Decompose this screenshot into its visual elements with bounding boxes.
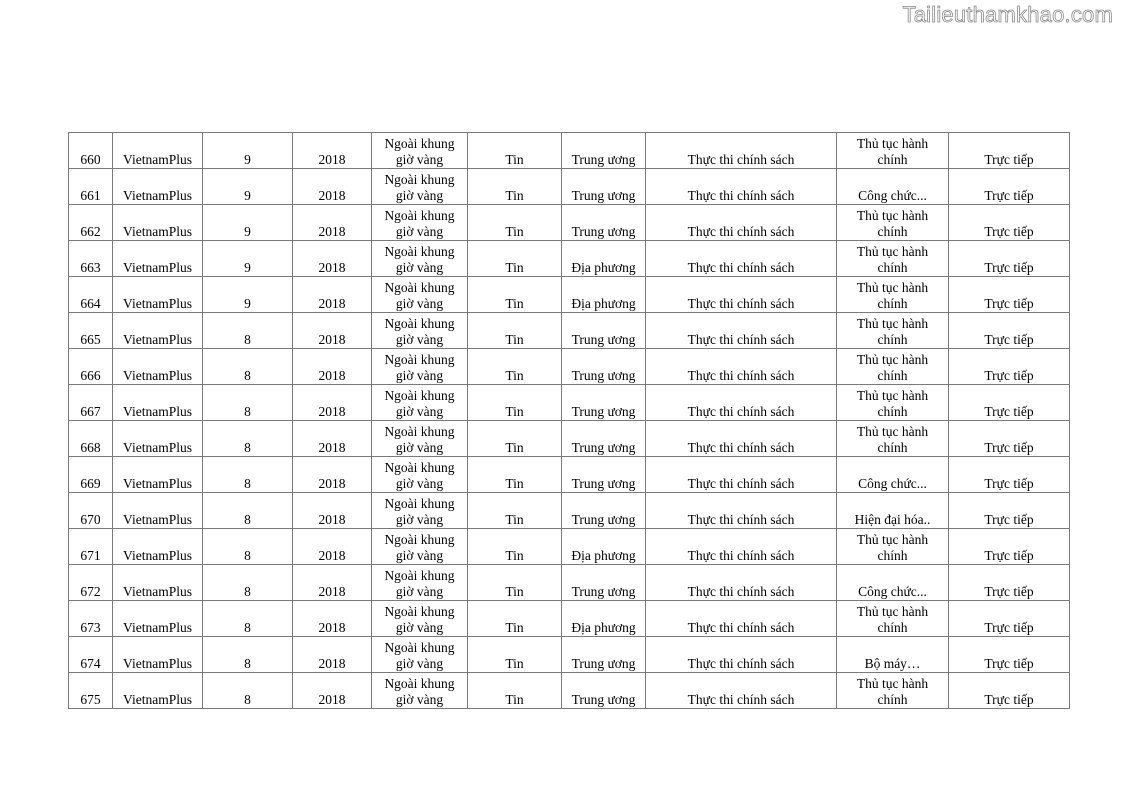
cell-index: 667 xyxy=(69,385,113,421)
cell-level: Địa phương xyxy=(562,601,646,637)
cell-index: 663 xyxy=(69,241,113,277)
cell-time-slot-line: giờ vàng xyxy=(395,224,444,239)
cell-mode: Trực tiếp xyxy=(949,493,1070,529)
cell-time-slot xyxy=(372,493,468,529)
cell-level: Trung ương xyxy=(562,169,646,205)
cell-time-slot-line: Ngoài khung xyxy=(384,424,455,439)
cell-subtopic-line: Thủ tục hành xyxy=(856,136,929,151)
cell-time-slot-line: giờ vàng xyxy=(395,152,444,167)
cell-subtopic xyxy=(837,637,949,673)
cell-year: 2018 xyxy=(293,205,372,241)
cell-index: 670 xyxy=(69,493,113,529)
cell-index: 669 xyxy=(69,457,113,493)
cell-mode: Trực tiếp xyxy=(949,313,1070,349)
cell-month: 9 xyxy=(203,169,293,205)
cell-mode: Trực tiếp xyxy=(949,277,1070,313)
cell-subtopic xyxy=(837,493,949,529)
cell-year: 2018 xyxy=(293,673,372,709)
cell-source: VietnamPlus xyxy=(113,169,203,205)
cell-subtopic-line: Công chức... xyxy=(858,188,927,203)
cell-time-slot-line: Ngoài khung xyxy=(384,532,455,547)
cell-month: 8 xyxy=(203,313,293,349)
cell-subtopic-line: chính xyxy=(877,620,908,635)
table-row xyxy=(69,601,1070,637)
cell-year: 2018 xyxy=(293,601,372,637)
cell-subtopic-line: Thủ tục hành xyxy=(856,352,929,367)
cell-source: VietnamPlus xyxy=(113,601,203,637)
cell-topic: Thực thi chính sách xyxy=(646,637,837,673)
cell-level: Trung ương xyxy=(562,349,646,385)
watermark-text: Tailieuthamkhao.com xyxy=(902,2,1113,27)
cell-mode: Trực tiếp xyxy=(949,601,1070,637)
cell-mode: Trực tiếp xyxy=(949,133,1070,169)
cell-time-slot xyxy=(372,313,468,349)
cell-subtopic xyxy=(837,457,949,493)
table-row xyxy=(69,241,1070,277)
cell-level: Trung ương xyxy=(562,313,646,349)
table-row xyxy=(69,637,1070,673)
cell-time-slot-line: giờ vàng xyxy=(395,692,444,707)
cell-type: Tin xyxy=(468,133,562,169)
table-row xyxy=(69,133,1070,169)
cell-type: Tin xyxy=(468,493,562,529)
cell-subtopic-line: chính xyxy=(877,404,908,419)
cell-level: Trung ương xyxy=(562,457,646,493)
cell-type: Tin xyxy=(468,601,562,637)
cell-time-slot-line: giờ vàng xyxy=(395,584,444,599)
cell-time-slot-line: giờ vàng xyxy=(395,440,444,455)
cell-type: Tin xyxy=(468,529,562,565)
cell-level: Trung ương xyxy=(562,673,646,709)
table-row xyxy=(69,349,1070,385)
cell-mode: Trực tiếp xyxy=(949,637,1070,673)
cell-level: Địa phương xyxy=(562,529,646,565)
cell-source: VietnamPlus xyxy=(113,277,203,313)
cell-year: 2018 xyxy=(293,529,372,565)
cell-mode: Trực tiếp xyxy=(949,673,1070,709)
cell-index: 661 xyxy=(69,169,113,205)
cell-type: Tin xyxy=(468,205,562,241)
cell-time-slot-line: Ngoài khung xyxy=(384,208,455,223)
cell-month: 9 xyxy=(203,133,293,169)
cell-mode: Trực tiếp xyxy=(949,421,1070,457)
cell-subtopic xyxy=(837,241,949,277)
cell-month: 8 xyxy=(203,673,293,709)
cell-time-slot xyxy=(372,421,468,457)
cell-topic: Thực thi chính sách xyxy=(646,241,837,277)
cell-time-slot-line: Ngoài khung xyxy=(384,496,455,511)
cell-time-slot xyxy=(372,349,468,385)
cell-time-slot xyxy=(372,601,468,637)
cell-index: 662 xyxy=(69,205,113,241)
data-table xyxy=(68,132,1070,709)
cell-time-slot-line: giờ vàng xyxy=(395,476,444,491)
cell-time-slot xyxy=(372,277,468,313)
cell-subtopic xyxy=(837,133,949,169)
cell-time-slot xyxy=(372,529,468,565)
cell-time-slot-line: Ngoài khung xyxy=(384,460,455,475)
cell-index: 671 xyxy=(69,529,113,565)
cell-month: 8 xyxy=(203,637,293,673)
cell-level: Trung ương xyxy=(562,637,646,673)
cell-month: 8 xyxy=(203,349,293,385)
cell-source: VietnamPlus xyxy=(113,565,203,601)
cell-year: 2018 xyxy=(293,349,372,385)
cell-level: Trung ương xyxy=(562,565,646,601)
cell-subtopic-line: Công chức... xyxy=(858,476,927,491)
cell-year: 2018 xyxy=(293,457,372,493)
cell-time-slot-line: Ngoài khung xyxy=(384,676,455,691)
cell-topic: Thực thi chính sách xyxy=(646,457,837,493)
cell-subtopic-line: Thủ tục hành xyxy=(856,280,929,295)
cell-index: 660 xyxy=(69,133,113,169)
cell-time-slot-line: giờ vàng xyxy=(395,296,444,311)
cell-time-slot xyxy=(372,205,468,241)
cell-topic: Thực thi chính sách xyxy=(646,565,837,601)
cell-subtopic xyxy=(837,169,949,205)
cell-month: 9 xyxy=(203,205,293,241)
cell-year: 2018 xyxy=(293,169,372,205)
cell-subtopic xyxy=(837,421,949,457)
cell-level: Trung ương xyxy=(562,421,646,457)
cell-month: 8 xyxy=(203,565,293,601)
cell-time-slot-line: giờ vàng xyxy=(395,620,444,635)
cell-source: VietnamPlus xyxy=(113,133,203,169)
cell-level: Địa phương xyxy=(562,277,646,313)
table-row xyxy=(69,385,1070,421)
cell-mode: Trực tiếp xyxy=(949,205,1070,241)
table-row xyxy=(69,421,1070,457)
cell-level: Trung ương xyxy=(562,133,646,169)
cell-subtopic-line: Thủ tục hành xyxy=(856,388,929,403)
cell-month: 8 xyxy=(203,385,293,421)
cell-topic: Thực thi chính sách xyxy=(646,385,837,421)
table-row xyxy=(69,169,1070,205)
cell-type: Tin xyxy=(468,241,562,277)
table-body xyxy=(69,133,1070,709)
cell-source: VietnamPlus xyxy=(113,637,203,673)
table-row xyxy=(69,529,1070,565)
cell-topic: Thực thi chính sách xyxy=(646,421,837,457)
cell-index: 675 xyxy=(69,673,113,709)
cell-mode: Trực tiếp xyxy=(949,385,1070,421)
table-row xyxy=(69,673,1070,709)
cell-subtopic-line: Thủ tục hành xyxy=(856,316,929,331)
cell-year: 2018 xyxy=(293,637,372,673)
cell-time-slot-line: Ngoài khung xyxy=(384,136,455,151)
cell-time-slot-line: Ngoài khung xyxy=(384,280,455,295)
cell-time-slot-line: Ngoài khung xyxy=(384,604,455,619)
cell-subtopic-line: Thủ tục hành xyxy=(856,604,929,619)
cell-month: 8 xyxy=(203,421,293,457)
cell-index: 668 xyxy=(69,421,113,457)
cell-month: 8 xyxy=(203,601,293,637)
cell-subtopic-line: chính xyxy=(877,548,908,563)
cell-subtopic-line: Thủ tục hành xyxy=(856,244,929,259)
cell-index: 666 xyxy=(69,349,113,385)
cell-level: Trung ương xyxy=(562,493,646,529)
cell-subtopic xyxy=(837,205,949,241)
cell-time-slot-line: Ngoài khung xyxy=(384,352,455,367)
cell-time-slot-line: Ngoài khung xyxy=(384,172,455,187)
cell-time-slot-line: Ngoài khung xyxy=(384,640,455,655)
cell-topic: Thực thi chính sách xyxy=(646,673,837,709)
cell-year: 2018 xyxy=(293,493,372,529)
cell-source: VietnamPlus xyxy=(113,493,203,529)
cell-time-slot-line: giờ vàng xyxy=(395,332,444,347)
cell-time-slot-line: giờ vàng xyxy=(395,548,444,563)
cell-year: 2018 xyxy=(293,133,372,169)
cell-topic: Thực thi chính sách xyxy=(646,277,837,313)
cell-time-slot-line: giờ vàng xyxy=(395,404,444,419)
cell-topic: Thực thi chính sách xyxy=(646,133,837,169)
cell-topic: Thực thi chính sách xyxy=(646,313,837,349)
cell-time-slot-line: Ngoài khung xyxy=(384,568,455,583)
cell-type: Tin xyxy=(468,313,562,349)
cell-type: Tin xyxy=(468,349,562,385)
cell-year: 2018 xyxy=(293,277,372,313)
cell-level: Địa phương xyxy=(562,241,646,277)
cell-topic: Thực thi chính sách xyxy=(646,169,837,205)
cell-topic: Thực thi chính sách xyxy=(646,493,837,529)
cell-year: 2018 xyxy=(293,565,372,601)
cell-time-slot-line: Ngoài khung xyxy=(384,316,455,331)
cell-subtopic-line: Thủ tục hành xyxy=(856,676,929,691)
cell-time-slot xyxy=(372,169,468,205)
cell-mode: Trực tiếp xyxy=(949,241,1070,277)
cell-index: 665 xyxy=(69,313,113,349)
cell-topic: Thực thi chính sách xyxy=(646,349,837,385)
cell-time-slot xyxy=(372,673,468,709)
cell-source: VietnamPlus xyxy=(113,205,203,241)
cell-time-slot xyxy=(372,565,468,601)
cell-subtopic-line: chính xyxy=(877,440,908,455)
cell-source: VietnamPlus xyxy=(113,241,203,277)
cell-type: Tin xyxy=(468,673,562,709)
cell-source: VietnamPlus xyxy=(113,349,203,385)
cell-type: Tin xyxy=(468,565,562,601)
cell-index: 673 xyxy=(69,601,113,637)
cell-index: 674 xyxy=(69,637,113,673)
cell-subtopic-line: Công chức... xyxy=(858,584,927,599)
cell-month: 9 xyxy=(203,241,293,277)
table-row xyxy=(69,313,1070,349)
cell-mode: Trực tiếp xyxy=(949,169,1070,205)
cell-subtopic-line: Thủ tục hành xyxy=(856,424,929,439)
cell-year: 2018 xyxy=(293,421,372,457)
cell-source: VietnamPlus xyxy=(113,673,203,709)
cell-subtopic-line: chính xyxy=(877,224,908,239)
cell-time-slot-line: giờ vàng xyxy=(395,368,444,383)
cell-subtopic-line: chính xyxy=(877,368,908,383)
cell-source: VietnamPlus xyxy=(113,385,203,421)
cell-subtopic xyxy=(837,277,949,313)
cell-time-slot-line: Ngoài khung xyxy=(384,244,455,259)
cell-level: Trung ương xyxy=(562,385,646,421)
cell-subtopic xyxy=(837,313,949,349)
cell-year: 2018 xyxy=(293,313,372,349)
cell-subtopic xyxy=(837,385,949,421)
cell-mode: Trực tiếp xyxy=(949,529,1070,565)
cell-subtopic-line: chính xyxy=(877,692,908,707)
cell-topic: Thực thi chính sách xyxy=(646,529,837,565)
cell-year: 2018 xyxy=(293,385,372,421)
cell-year: 2018 xyxy=(293,241,372,277)
cell-time-slot-line: giờ vàng xyxy=(395,188,444,203)
cell-subtopic-line: Thủ tục hành xyxy=(856,532,929,547)
cell-level: Trung ương xyxy=(562,205,646,241)
cell-time-slot-line: giờ vàng xyxy=(395,512,444,527)
cell-subtopic-line: Bộ máy… xyxy=(864,656,921,671)
table-row xyxy=(69,493,1070,529)
table-row xyxy=(69,457,1070,493)
cell-subtopic-line: Hiện đại hóa.. xyxy=(854,512,931,527)
cell-month: 9 xyxy=(203,277,293,313)
cell-subtopic xyxy=(837,349,949,385)
table-row xyxy=(69,205,1070,241)
cell-subtopic-line: chính xyxy=(877,296,908,311)
cell-time-slot-line: giờ vàng xyxy=(395,260,444,275)
cell-subtopic-line: chính xyxy=(877,152,908,167)
cell-time-slot-line: giờ vàng xyxy=(395,656,444,671)
cell-mode: Trực tiếp xyxy=(949,349,1070,385)
cell-type: Tin xyxy=(468,169,562,205)
cell-subtopic-line: chính xyxy=(877,332,908,347)
cell-subtopic xyxy=(837,601,949,637)
cell-mode: Trực tiếp xyxy=(949,565,1070,601)
cell-source: VietnamPlus xyxy=(113,313,203,349)
cell-source: VietnamPlus xyxy=(113,457,203,493)
cell-subtopic xyxy=(837,673,949,709)
cell-type: Tin xyxy=(468,277,562,313)
cell-type: Tin xyxy=(468,385,562,421)
cell-time-slot xyxy=(372,637,468,673)
cell-index: 672 xyxy=(69,565,113,601)
cell-type: Tin xyxy=(468,457,562,493)
cell-month: 8 xyxy=(203,529,293,565)
table-row xyxy=(69,277,1070,313)
cell-month: 8 xyxy=(203,457,293,493)
cell-time-slot xyxy=(372,385,468,421)
cell-time-slot xyxy=(372,241,468,277)
cell-time-slot xyxy=(372,457,468,493)
cell-topic: Thực thi chính sách xyxy=(646,205,837,241)
cell-time-slot-line: Ngoài khung xyxy=(384,388,455,403)
cell-subtopic xyxy=(837,529,949,565)
cell-type: Tin xyxy=(468,421,562,457)
cell-subtopic-line: Thủ tục hành xyxy=(856,208,929,223)
table-row xyxy=(69,565,1070,601)
cell-source: VietnamPlus xyxy=(113,529,203,565)
cell-mode: Trực tiếp xyxy=(949,457,1070,493)
cell-index: 664 xyxy=(69,277,113,313)
cell-month: 8 xyxy=(203,493,293,529)
cell-type: Tin xyxy=(468,637,562,673)
cell-time-slot xyxy=(372,133,468,169)
cell-subtopic-line: chính xyxy=(877,260,908,275)
cell-source: VietnamPlus xyxy=(113,421,203,457)
cell-topic: Thực thi chính sách xyxy=(646,601,837,637)
cell-subtopic xyxy=(837,565,949,601)
